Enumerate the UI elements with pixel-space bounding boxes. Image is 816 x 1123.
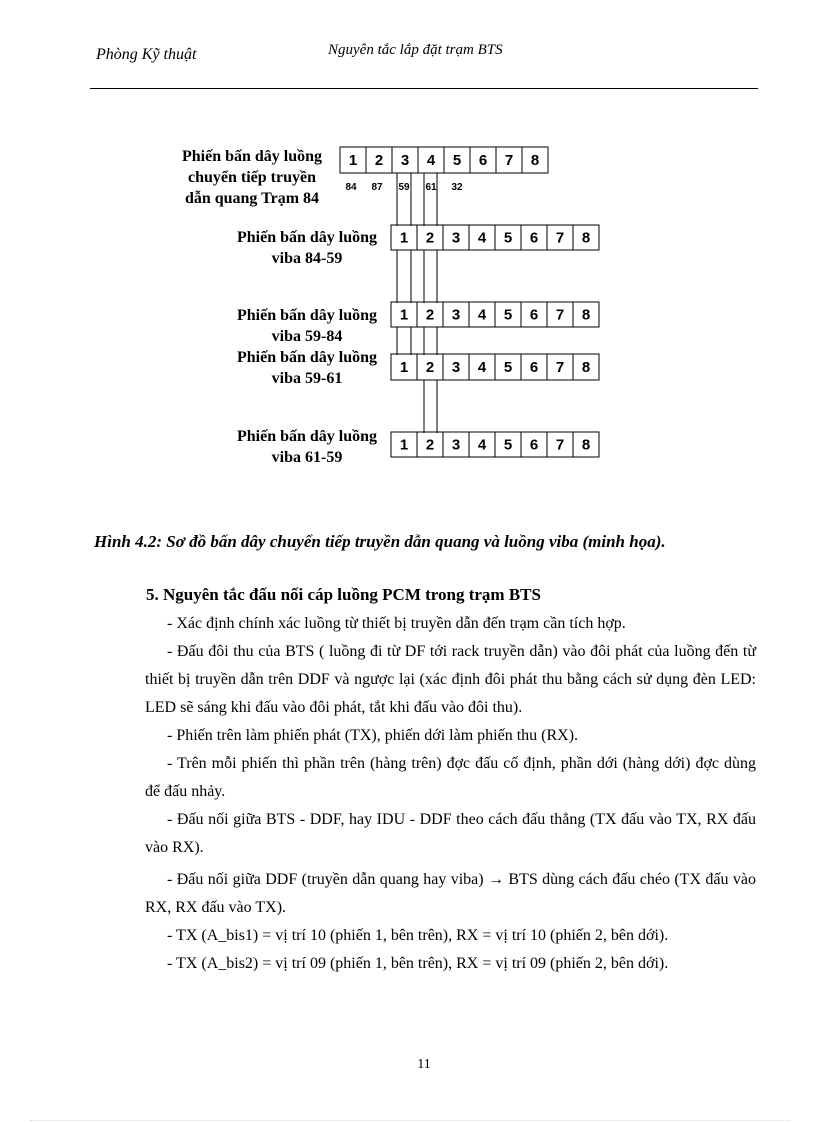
panel-1-cell-label: 1: [348, 152, 358, 169]
page-number: 11: [417, 1057, 431, 1072]
page-bottom-border: [30, 1120, 790, 1121]
paragraph: - Đấu nối giữa BTS - DDF, hay IDU - DDF theo cách đấu thẳng (TX đấu vào TX, RX đấu vào RX).: [145, 811, 756, 856]
station-code-label: 32: [451, 182, 463, 193]
panel-4-cell-label: 4: [477, 359, 487, 376]
panel-4-cell-label: 8: [581, 359, 591, 376]
body-text: [145, 610, 756, 978]
header-document-title: Nguyên tắc lắp đặt trạm BTS: [328, 42, 503, 58]
panel-1-label-line: Phiến bấn dây luồng: [181, 148, 323, 165]
paragraph: - Đấu đôi thu của BTS ( luồng đi từ DF tới rack truyền dẫn) vào đôi phát của luồng đến từ thiết bị truyền dẫn trên DDF và ngược lại (xác định đôi phát thu bằng cách sử dụng đèn LED: LED sẽ sáng khi đấu vào đôi phát, tắt khi đấu vào đôi thu).: [145, 643, 756, 716]
panel-3-cell-label: 8: [581, 306, 591, 324]
figure-caption: Hình 4.2: Sơ đồ bấn dây chuyển tiếp truyền dẫn quang và luồng viba (minh họa).: [94, 532, 666, 551]
panel-1-cell-label: 8: [530, 152, 540, 169]
panel-3-cell-label: 3: [451, 306, 461, 324]
panel-2-cell-label: 1: [399, 229, 409, 247]
panel-5-cell-label: 3: [451, 436, 461, 454]
station-code-label: 87: [371, 182, 383, 193]
paragraph: - Đấu nối giữa DDF (truyền dẫn quang hay viba) → BTS dùng cách đấu chéo (TX đấu vào RX, RX đấu vào TX).: [145, 871, 756, 916]
panel-1-label-line: chuyển tiếp truyền: [188, 169, 316, 186]
panel-4-cell-label: 6: [529, 359, 539, 376]
panel-5-cell-label: 4: [477, 436, 487, 454]
panel-1-cell-label: 2: [374, 152, 384, 169]
station-code-label: 61: [425, 182, 437, 193]
panel-3-label-line: viba 59-84: [271, 328, 343, 345]
panel-1-cell-label: 7: [504, 152, 514, 169]
paragraph: - Xác định chính xác luồng từ thiết bị truyền dẫn đến trạm cần tích hợp.: [167, 615, 626, 632]
panel-2-cell-label: 7: [555, 229, 565, 247]
panel-3-cell-label: 2: [425, 306, 435, 324]
panel-2-cell-label: 8: [581, 229, 591, 247]
paragraph: - Trên mỗi phiến thì phần trên (hàng trên) đợc đấu cố định, phần dới (hàng dới) đợc dùng để đấu nhảy.: [145, 755, 756, 800]
panel-2-cell-label: 2: [425, 229, 435, 247]
panel-5-cell-label: 5: [503, 436, 513, 454]
panel-5-cell-label: 1: [399, 436, 409, 454]
section-heading: 5. Nguyên tắc đấu nối cáp luồng PCM trong trạm BTS: [146, 585, 541, 604]
panel-2-cell-label: 4: [477, 229, 487, 247]
panel-4-cell-label: 7: [555, 359, 565, 376]
header-department: Phòng Kỹ thuật: [96, 46, 197, 63]
station-code-label: 84: [345, 182, 357, 193]
panel-4-cell-label: 3: [451, 359, 461, 376]
panel-5-cell-label: 7: [555, 436, 565, 454]
panel-2-cell-label: 5: [503, 229, 513, 247]
panel-5-label-line: Phiến bấn dây luồng: [236, 428, 378, 445]
panel-3-cell-label: 5: [503, 306, 513, 324]
panel-1-cell-label: 6: [478, 152, 488, 169]
station-code-label: 59: [398, 182, 410, 193]
panel-5-label-line: viba 61-59: [271, 449, 343, 466]
panel-3-cell-label: 6: [529, 306, 539, 324]
panel-3-label-line: Phiến bấn dây luồng: [236, 307, 378, 324]
paragraph: - TX (A_bis1) = vị trí 10 (phiến 1, bên trên), RX = vị trí 10 (phiến 2, bên dới).: [167, 927, 669, 944]
patch-panel-diagram: [0, 0, 816, 520]
panel-4-cell-label: 5: [503, 359, 513, 376]
panel-2-label-line: viba 84-59: [271, 250, 343, 267]
panel-1-cell-label: 4: [426, 152, 436, 169]
panel-4-label-line: Phiến bấn dây luồng: [236, 349, 378, 366]
panel-3-cell-label: 4: [477, 306, 487, 324]
panel-2-cell-label: 6: [529, 229, 539, 247]
panel-5-cell-label: 6: [529, 436, 539, 454]
panel-2-cell-label: 3: [451, 229, 461, 247]
panel-4-cell-label: 2: [425, 359, 435, 376]
panel-4-label-line: viba 59-61: [271, 370, 343, 387]
panel-5-cell-label: 8: [581, 436, 591, 454]
paragraph: - Phiến trên làm phiến phát (TX), phiến dới làm phiến thu (RX).: [167, 727, 579, 744]
panel-1-cell-label: 5: [452, 152, 462, 169]
panel-1-cell-label: 3: [400, 152, 410, 169]
paragraph: - TX (A_bis2) = vị trí 09 (phiến 1, bên trên), RX = vị trí 09 (phiến 2, bên dới).: [167, 955, 669, 972]
panel-3-cell-label: 1: [399, 306, 409, 324]
panel-2-label-line: Phiến bấn dây luồng: [236, 229, 378, 246]
panel-5-cell-label: 2: [425, 436, 435, 454]
panel-3-cell-label: 7: [555, 306, 565, 324]
panel-4-cell-label: 1: [399, 359, 409, 376]
panel-1-label-line: dẫn quang Trạm 84: [184, 190, 320, 207]
